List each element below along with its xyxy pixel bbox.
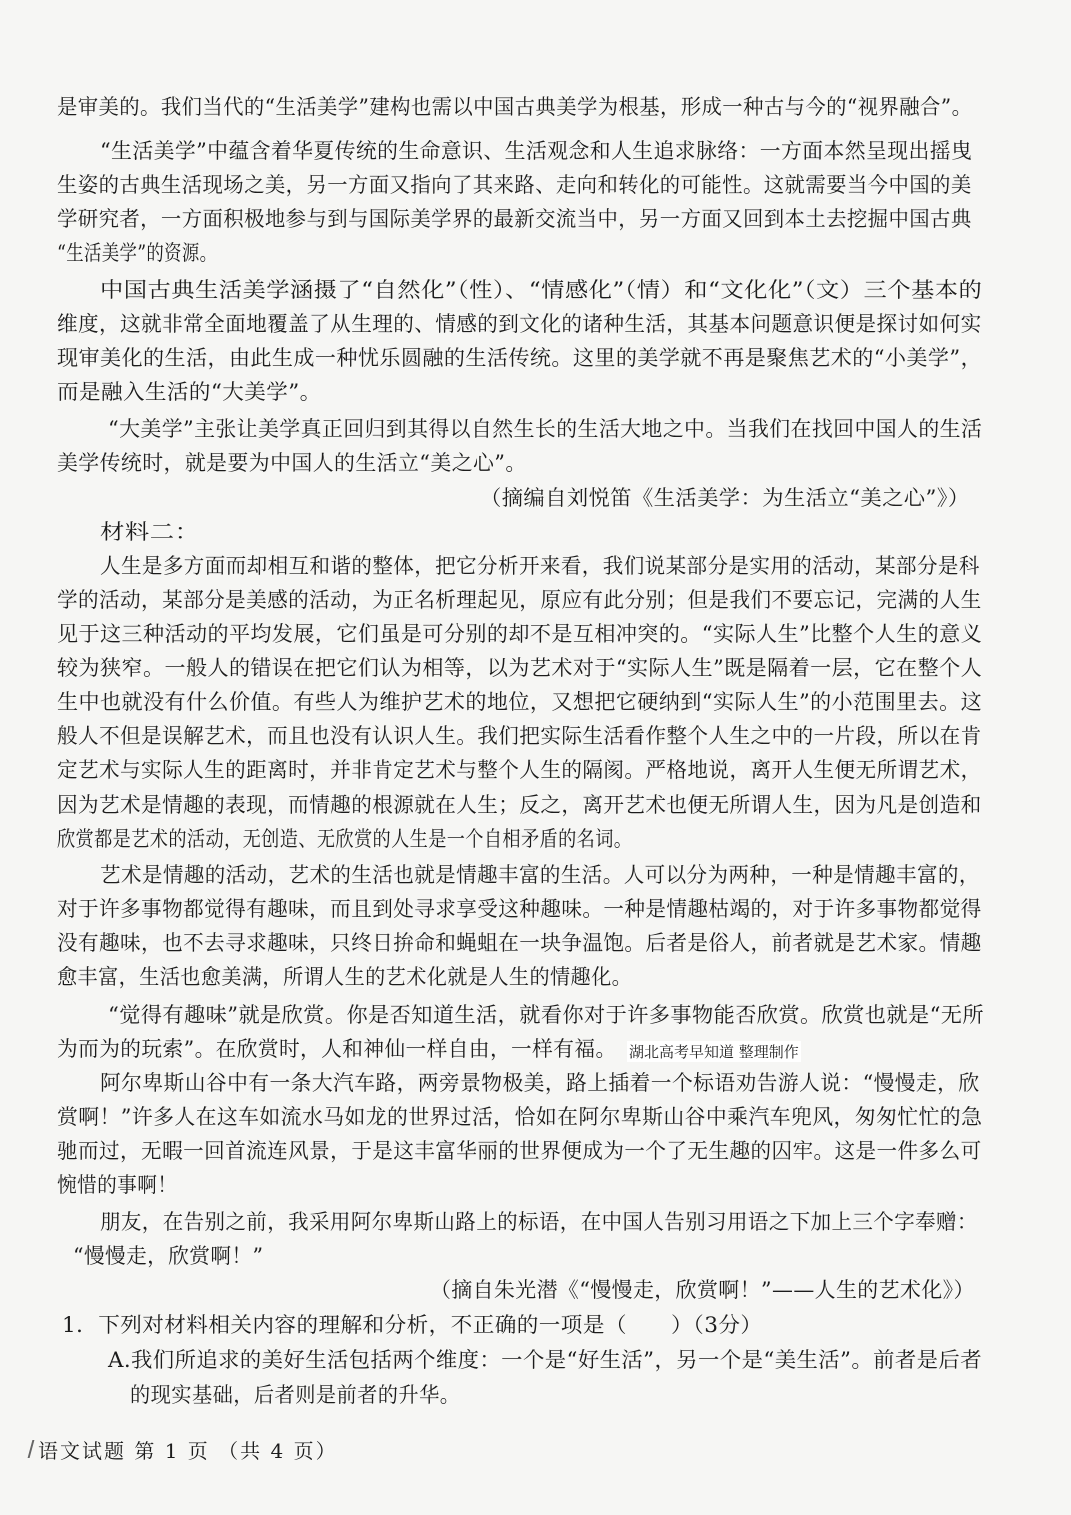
- text-line: 1．下列对材料相关内容的理解和分析，不正确的一项是（ ）（3分）: [62, 1313, 763, 1337]
- text-line: （摘编自刘悦笛《生活美学：为生活立“美之心”》）: [480, 486, 970, 510]
- text-line: 因为艺术是情趣的表现，而情趣的根源就在人生；反之，离开艺术也便无所谓人生，因为凡是创造和: [57, 793, 982, 817]
- text-line: 艺术是情趣的活动，艺术的生活也就是情趣丰富的生活。人可以分为两种，一种是情趣丰富的，: [100, 863, 980, 887]
- text-line: 欣赏都是艺术的活动，无创造、无欣赏的人生是一个自相矛盾的名词。: [57, 827, 633, 851]
- text-line: 般人不但是误解艺术，而且也没有认识人生。我们把实际生活看作整个人生之中的一片段，所以在肯: [57, 724, 982, 748]
- text-line: “生活美学”中蕴含着华夏传统的生命意识、生活观念和人生追求脉络：一方面本然呈现出摇曳: [100, 139, 973, 163]
- text-line: 赏啊！”许多人在这车如流水马如龙的世界过活，恰如在阿尔卑斯山谷中乘汽车兜风，匆匆忙忙的急: [57, 1105, 983, 1129]
- text-line: （摘自朱光潜《“慢慢走，欣赏啊！”——人生的艺术化》）: [430, 1278, 975, 1302]
- text-line: 朋友，在告别之前，我采用阿尔卑斯山路上的标语，在中国人告别习用语之下加上三个字奉赠：: [100, 1210, 978, 1234]
- text-line: 人生是多方面而却相互和谐的整体，把它分析开来看，我们说某部分是实用的活动，某部分是科: [100, 554, 980, 578]
- text-line: 美学传统时，就是要为中国人的生活立“美之心”。: [57, 451, 527, 475]
- text-line: 维度，这就非常全面地覆盖了从生理的、情感的到文化的诸种生活，其基本问题意识便是探讨如何实: [57, 312, 982, 336]
- text-line: 为而为的玩索”。在欣赏时，人和神仙一样自由，一样有福。: [57, 1037, 617, 1061]
- text-line: 驰而过，无暇一回首流连风景，于是这丰富华丽的世界便成为一个了无生趣的囚牢。这是一件多么可: [57, 1139, 982, 1163]
- text-line: 的现实基础，后者则是前者的升华。: [130, 1383, 461, 1407]
- text-line: 阿尔卑斯山谷中有一条大汽车路，两旁景物极美，路上插着一个标语劝告游人说：“慢慢走，欣: [100, 1071, 980, 1095]
- text-line: 而是融入生活的“大美学”。: [57, 380, 322, 404]
- text-line: 愈丰富，生活也愈美满，所谓人生的艺术化就是人生的情趣化。: [57, 965, 633, 989]
- text-line: 中国古典生活美学涵摄了“自然化”（性）、“情感化”（情）和“文化化”（文）三个基本的: [100, 278, 983, 302]
- text-line: 对于许多事物都觉得有趣味，而且到处寻求享受这种趣味。一种是情趣枯竭的，对于许多事物都觉得: [57, 897, 982, 921]
- text-line: “大美学”主张让美学真正回归到其得以自然生长的生活大地之中。当我们在找回中国人的生活: [108, 417, 983, 441]
- page-footer: 语文试题 第 1 页 （共 4 页）: [38, 1439, 338, 1463]
- text-line: 惋惜的事啊！: [57, 1173, 178, 1197]
- text-line: 较为狭窄。一般人的错误在把它们认为相等，以为艺术对于“实际人生”既是隔着一层，它在整个人: [57, 656, 983, 680]
- text-line: A.我们所追求的美好生活包括两个维度：一个是“好生活”，另一个是“美生活”。前者是后者: [108, 1348, 982, 1372]
- text-line: 生中也就没有什么价值。有些人为维护艺术的地位，又想把它硬纳到“实际人生”的小范围里去。这: [57, 690, 983, 714]
- text-line: 是审美的。我们当代的“生活美学”建构也需以中国古典美学为根基，形成一种古与今的“视界融合”。: [57, 95, 973, 119]
- text-line: 没有趣味，也不去寻求趣味，只终日拚命和蝇蛆在一块争温饱。后者是俗人，前者就是艺术家。情趣: [57, 931, 982, 955]
- text-line: 材料二：: [100, 520, 200, 544]
- text-line: 生姿的古典生活现场之美，另一方面又指向了其来路、走向和转化的可能性。这就需要当今中国的美: [57, 173, 972, 197]
- text-line: 学的活动，某部分是美感的活动，为正名析理起见，原应有此分别；但是我们不要忘记，完满的人生: [57, 588, 982, 612]
- text-line: 定艺术与实际人生的距离时，并非肯定艺术与整个人生的隔阂。严格地说，离开人生便无所谓艺术，: [57, 758, 982, 782]
- watermark-text: 湖北高考早知道 整理制作: [629, 1043, 799, 1061]
- text-line: 学研究者，一方面积极地参与到与国际美学界的最新交流当中，另一方面又回到本土去挖掘中国古典: [57, 207, 972, 231]
- text-line: 现审美化的生活，由此生成一种忧乐圆融的生活传统。这里的美学就不再是聚焦艺术的“小美学”，: [57, 346, 983, 370]
- text-line: “生活美学”的资源。: [57, 241, 218, 265]
- text-line: “觉得有趣味”就是欣赏。你是否知道生活，就看你对于许多事物能否欣赏。欣赏也就是“无所: [108, 1003, 985, 1027]
- text-line: “慢慢走，欣赏啊！”: [73, 1244, 264, 1268]
- text-line: 见于这三种活动的平均发展，它们虽是可分别的却不是互相冲突的。“实际人生”比整个人生的意义: [57, 622, 983, 646]
